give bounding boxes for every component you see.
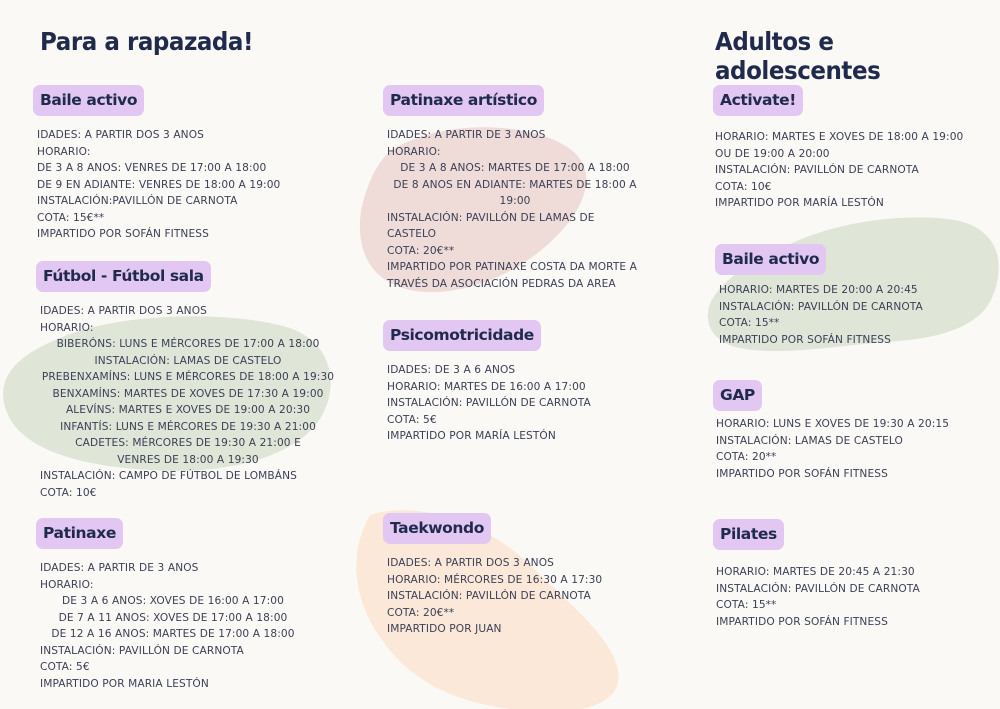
info-line: DE 3 A 6 ANOS: XOVES DE 16:00 A 17:00 (62, 595, 284, 607)
info-line: HORARIO: MARTES DE 16:00 A 17:00 (387, 380, 586, 393)
info-line: VENRES DE 18:00 A 19:30 (117, 453, 259, 466)
info-line: COTA: 20€** (387, 244, 455, 257)
info-line: INSTALACIÓN:PAVILLÓN DE CARNOTA (37, 195, 238, 207)
info-line: INSTALACIÓN: PAVILLÓN DE LAMAS DE (387, 211, 595, 224)
activity-pill-baile-activo-adults: Baile activo (715, 244, 826, 275)
activity-pill-activate: Activate! (713, 85, 803, 116)
info-line: COTA: 10€ (40, 486, 97, 499)
activity-pill-patinaxe: Patinaxe (36, 518, 123, 549)
activity-pill-futbol: Fútbol - Fútbol sala (36, 261, 211, 292)
kids-title: Para a rapazada! (40, 27, 254, 56)
section-adults-gap (713, 380, 949, 482)
info-line: CADETES: MÉRCORES DE 19:30 A 21:00 E (75, 437, 301, 449)
section-kids-futbol (36, 261, 336, 501)
info-line: COTA: 10€ (715, 180, 772, 193)
info-line: HORARIO: MARTES E XOVES DE 18:00 A 19:00 (715, 131, 964, 143)
info-line: COTA: 15** (719, 317, 780, 329)
section-kids-patinaxe-artistico (383, 85, 643, 292)
info-line: 19:00 (499, 195, 531, 207)
info-line: INSTALACIÓN: LAMAS DE CASTELO (94, 354, 282, 367)
activity-pill-baile-activo: Baile activo (33, 85, 144, 116)
section-adults-pilates (713, 519, 920, 630)
info-line: BENXAMÍNS: MARTES DE XOVES DE 17:30 A 19:00 (52, 387, 324, 400)
section-kids-taekwondo (383, 513, 602, 638)
adults-title: Adultos e adolescentes (715, 27, 881, 85)
info-line: ALEVÍNS: MARTES E XOVES DE 19:00 A 20:30 (65, 404, 311, 416)
info-line: BIBERÓNS: LUNS E MÉRCORES DE 17:00 A 18:00 (56, 338, 320, 350)
info-line: IMPARTIDO POR MARÍA LESTÓN (387, 430, 556, 442)
info-line: COTA: 20€** (387, 606, 455, 619)
section-adults-activate (713, 85, 963, 212)
info-line: HORARIO: (40, 321, 94, 334)
info-line: IMPARTIDO POR MARIA LESTÓN (40, 677, 209, 690)
info-line: INSTALACIÓN: LAMAS DE CASTELO (716, 434, 903, 447)
info-line: DE 3 A 8 ANOS: MARTES DE 17:00 A 18:00 (400, 162, 630, 174)
activity-pill-taekwondo: Taekwondo (383, 513, 491, 544)
info-line: IMPARTIDO POR PATINAXE COSTA DA MORTE A (387, 261, 637, 273)
info-line: INSTALACIÓN: PAVILLÓN DE CARNOTA (719, 300, 923, 313)
info-line: COTA: 5€ (387, 413, 437, 426)
info-line: DE 7 A 11 ANOS: XOVES DE 17:00 A 18:00 (58, 611, 288, 624)
info-line: DE 12 A 16 ANOS: MARTES DE 17:00 A 18:00 (51, 628, 295, 640)
info-line: IDADES: DE 3 A 6 ANOS (387, 364, 516, 376)
section-kids-psicomotricidade (383, 320, 591, 445)
info-line: INSTALACIÓN: PAVILLÓN DE CARNOTA (387, 397, 591, 409)
info-line: IMPARTIDO POR JUAN (387, 623, 502, 635)
info-line: DE 9 EN ADIANTE: VENRES DE 18:00 A 19:00 (37, 178, 281, 191)
info-line: COTA: 20** (716, 451, 777, 463)
activity-pill-pilates: Pilates (713, 519, 784, 550)
info-line: INSTALACIÓN: PAVILLÓN DE CARNOTA (387, 590, 591, 602)
section-kids-patinaxe (36, 518, 306, 692)
info-line: HORARIO: LUNS E XOVES DE 19:30 A 20:15 (716, 418, 950, 430)
info-line: HORARIO: MARTES DE 20:00 A 20:45 (719, 284, 918, 296)
info-line: IDADES: A PARTIR DE 3 ANOS (40, 562, 199, 574)
info-line: HORARIO: (40, 578, 94, 591)
info-line: HORARIO: MÉRCORES DE 16:30 A 17:30 (387, 573, 603, 586)
activity-pill-psicomotricidade: Psicomotricidade (383, 320, 541, 351)
info-line: IMPARTIDO POR SOFÁN FITNESS (719, 333, 891, 346)
info-line: IDADES: A PARTIR DOS 3 ANOS (40, 305, 207, 317)
info-line: TRAVÉS DA ASOCIACIÓN PEDRAS DA AREA (387, 277, 616, 290)
info-line: INSTALACIÓN: CAMPO DE FÚTBOL DE LOMBÁNS (40, 470, 297, 482)
info-line: HORARIO: (37, 145, 91, 158)
info-line: HORARIO: MARTES DE 20:45 A 21:30 (716, 566, 915, 578)
info-line: HORARIO: (387, 145, 441, 158)
info-line: DE 8 ANOS EN ADIANTE: MARTES DE 18:00 A (393, 178, 637, 191)
activity-pill-gap: GAP (713, 380, 762, 411)
section-adults-baile-activo (715, 244, 923, 348)
info-line: IMPARTIDO POR SOFÁN FITNESS (716, 615, 888, 628)
info-line: COTA: 15€** (37, 211, 105, 224)
info-line: DE 3 A 8 ANOS: VENRES DE 17:00 A 18:00 (37, 162, 267, 174)
section-kids-baile-activo (33, 85, 280, 243)
info-line: INFANTÍS: LUNS E MÉRCORES DE 19:30 A 21:00 (60, 420, 316, 433)
info-line: COTA: 15** (716, 599, 777, 611)
info-line: IDADES: A PARTIR DOS 3 ANOS (37, 129, 204, 141)
info-line: CASTELO (387, 228, 437, 240)
info-line: IMPARTIDO POR SOFÁN FITNESS (37, 228, 209, 240)
info-line: OU DE 19:00 A 20:00 (715, 147, 830, 160)
activity-pill-patinaxe-artistico: Patinaxe artístico (383, 85, 544, 116)
info-line: INSTALACIÓN: PAVILLÓN DE CARNOTA (40, 644, 244, 657)
info-line: COTA: 5€ (40, 661, 90, 673)
info-line: INSTALACIÓN: PAVILLÓN DE CARNOTA (716, 582, 920, 595)
info-line: IDADES: A PARTIR DOS 3 ANOS (387, 557, 554, 569)
info-line: PREBENXAMÍNS: LUNS E MÉRCORES DE 18:00 A 19:30 (41, 371, 335, 383)
info-line: IMPARTIDO POR SOFÁN FITNESS (716, 467, 888, 480)
info-line: IDADES: A PARTIR DE 3 ANOS (387, 129, 546, 141)
info-line: INSTALACIÓN: PAVILLÓN DE CARNOTA (715, 164, 919, 176)
info-line: IMPARTIDO POR MARÍA LESTÓN (715, 197, 884, 209)
